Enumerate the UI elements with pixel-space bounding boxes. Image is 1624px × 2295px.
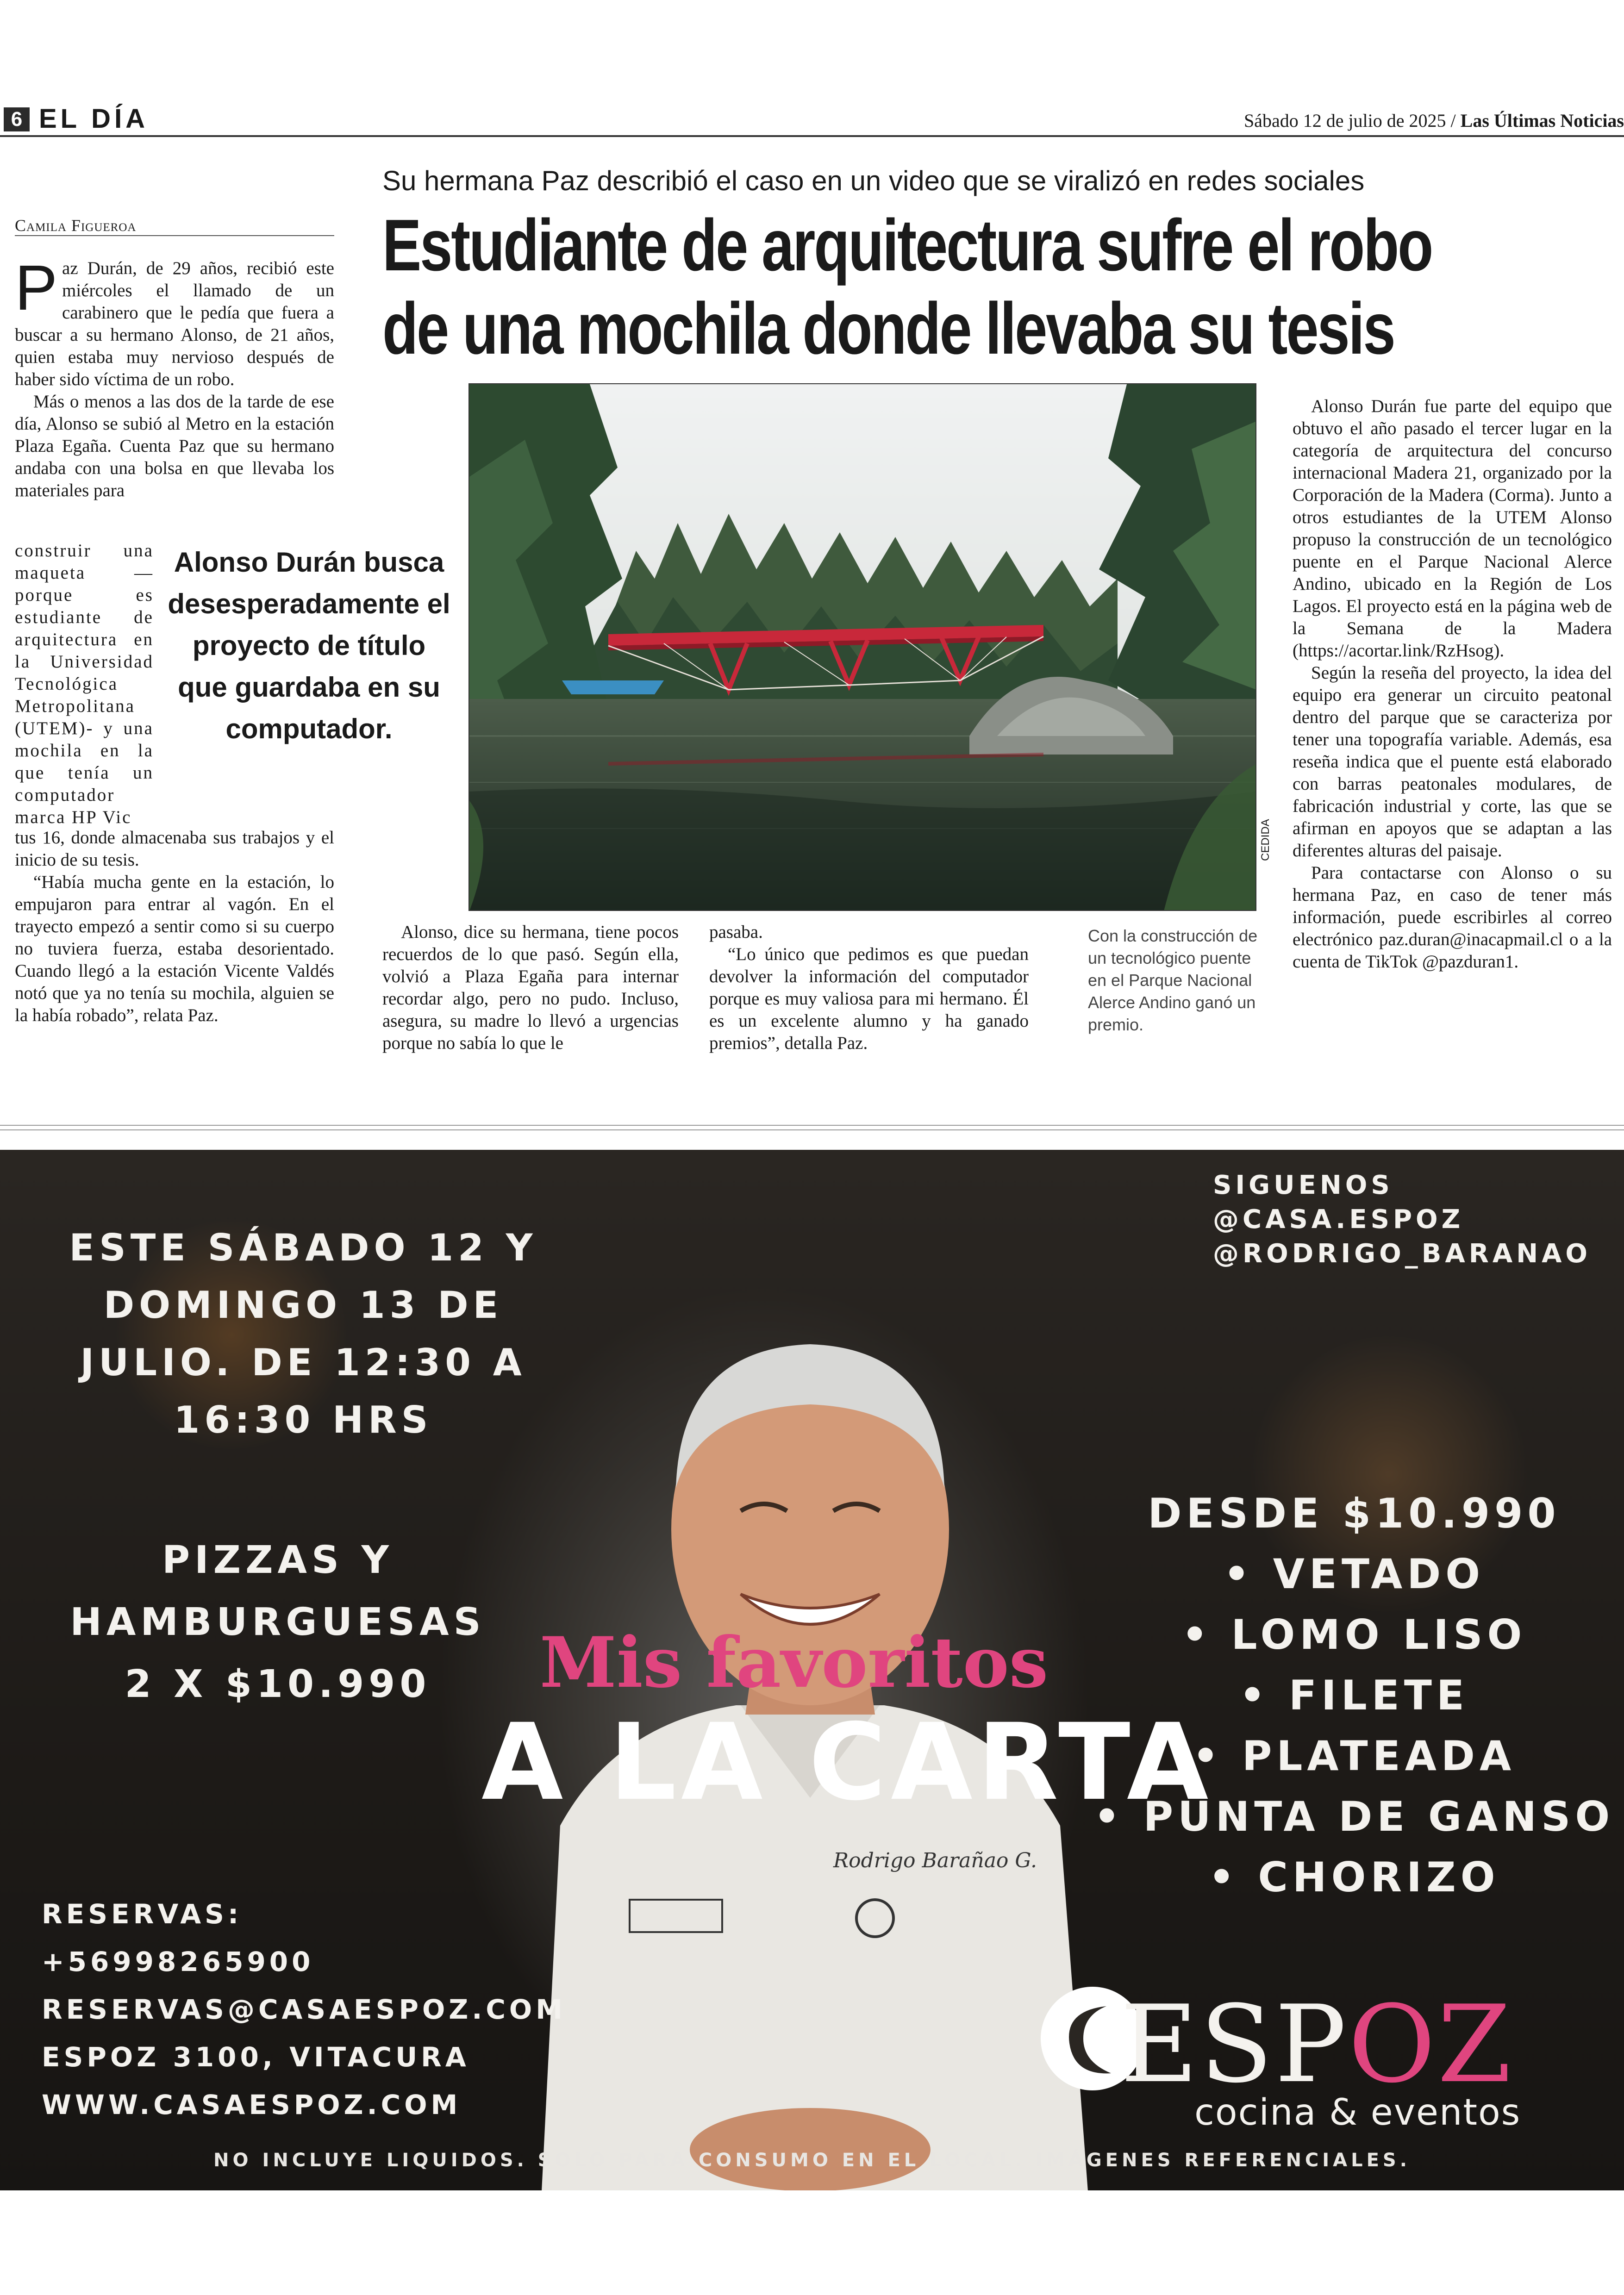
ad-price-line: • PUNTA DE GANSO: [1093, 1793, 1615, 1840]
brand-name-part: ESP: [1120, 1983, 1349, 2107]
article-column-1-bottom: [15, 827, 334, 1027]
ad-social: [1213, 1168, 1591, 1271]
ad-promo-line: HAMBURGUESAS: [70, 1600, 486, 1644]
section-title: EL DÍA: [39, 104, 149, 134]
paragraph: “Lo único que pedimos es que puedan devolver la información del computador porque es muy valiosa para mi hermano. Él es un excelente alumno y ha ganado premios”, detalla Paz.: [709, 944, 1029, 1053]
byline: Camila Figueroa: [15, 216, 137, 235]
ad-price-line: • FILETE: [1239, 1671, 1469, 1719]
separator-rule: [0, 1129, 1624, 1130]
ad-dates-line: 16:30 HRS: [174, 1398, 433, 1441]
photo-caption: Con la construcción de un tecnológico puente en el Parque Nacional Alerce Andino ganó un premio.: [1088, 926, 1258, 1034]
paragraph-text: az Durán, de 29 años, recibió este miércoles el llamado de un carabinero que le pedía que fuera a buscar a su hermano Alonso, de 21 años, quien estaba muy nervioso después de haber sido víctima de un robo.: [15, 258, 334, 389]
ad-contact: [42, 1890, 566, 2129]
ad-social-line: @RODRIGO_BARANAO: [1213, 1239, 1592, 1269]
ad-social-line: @CASA.ESPOZ: [1213, 1204, 1464, 1235]
dropcap: P: [15, 252, 58, 324]
chef-name: Rodrigo Barañao G.: [833, 1849, 1037, 1872]
paragraph: Para contactarse con Alonso o su hermana Paz, en caso de tener más información, puede escribirles al correo electrónico paz.duran@inacapmail.cl o a la cuenta de TikTok @pazduran1.: [1293, 863, 1612, 972]
ad-price-line: • LOMO LISO: [1181, 1611, 1527, 1659]
article-column-2: [382, 921, 679, 1054]
paragraph: construir una maqueta —porque es estudiante de arquitectura en la Universidad Tecnológica Metropolitana (UTEM)- y una mochila en la que tenía un computador marca HP Vic: [15, 541, 154, 827]
ad-promo-line: 2 X $10.990: [125, 1662, 431, 1706]
ad-title-main: A LA CARTA: [481, 1701, 1213, 1824]
ad-dates-line: ESTE SÁBADO 12 Y: [69, 1226, 537, 1269]
ad-contact-line: ESPOZ 3100, VITACURA: [42, 2041, 470, 2073]
paragraph: Más o menos a las dos de la tarde de ese día, Alonso se subió al Metro en la estación Plaza Egaña. Cuenta Paz que su hermano andaba con una bolsa en que llevaba los materiales para: [15, 392, 334, 500]
bridge-photo-illustration: [469, 384, 1256, 911]
kicker: Su hermana Paz describió el caso en un video que se viralizó en redes sociales: [382, 165, 1365, 196]
paragraph: [15, 252, 334, 391]
ad-price-line: DESDE $10.990: [1148, 1490, 1561, 1537]
ad-dates-line: JULIO. DE 12:30 A: [80, 1341, 526, 1384]
separator-rule: [0, 1125, 1624, 1126]
paragraph: tus 16, donde almacenaba sus trabajos y el inicio de su tesis.: [15, 828, 334, 870]
paragraph: Según la reseña del proyecto, la idea del equipo era generar un circuito peatonal dentro del parque que se caracteriza por tener una topografía variable. Además, esa reseña indica que el puente está elaborado con barras peatonales modulares, de fabricación industrial y corte, las que se afirman en apoyos que se adaptan a las diferentes alturas del paisaje.: [1293, 663, 1612, 861]
header-separator: /: [1450, 110, 1456, 131]
ad-fineprint: NO INCLUYE LIQUIDOS. SOLO PARA CONSUMO EN EL LOCAL. IMÁGENES REFERENCIALES.: [213, 2150, 1411, 2171]
ad-promo: [28, 1529, 528, 1715]
ad-price-line: • PLATEADA: [1192, 1732, 1516, 1780]
paragraph: “Había mucha gente en la estación, lo empujaron para entrar al vagón. En el trayecto empezó a sentir como si su cuerpo no tuviera fuerza, estaba desorientado. Cuando llegó a la estación Vicente Valdés notó que ya no tenía su mochila, alguien se la había robado”, relata Paz.: [15, 872, 334, 1025]
ad-promo-line: PIZZAS Y: [162, 1538, 394, 1582]
paragraph: pasaba.: [709, 922, 763, 942]
photo-credit: CEDIDA: [1259, 819, 1272, 861]
byline-rule: [15, 235, 334, 236]
ad-contact-line: RESERVAS@CASAESPOZ.COM: [42, 1994, 566, 2025]
article-column-4: [1293, 395, 1612, 973]
paragraph: Alonso, dice su hermana, tiene pocos recuerdos de lo que pasó. Según ella, volvió a Plaza Egaña para internar recordar algo, pero no pudo. Incluso, asegura, su madre lo llevó a urgencias porque no sabía lo que le: [382, 922, 679, 1053]
article-column-3: [709, 921, 1029, 1054]
page-number: 6: [4, 107, 30, 131]
ad-contact-line: WWW.CASAESPOZ.COM: [42, 2089, 462, 2120]
ad-title-script: Mis favoritos: [539, 1622, 1049, 1703]
article-photo: [468, 383, 1256, 911]
advertisement: [0, 1150, 1624, 2190]
headline-line-1: Estudiante de arquitectura sufre el robo: [382, 205, 1432, 286]
ad-social-line: SIGUENOS: [1213, 1170, 1393, 1200]
ad-dates-line: DOMINGO 13 DE: [103, 1284, 503, 1327]
headline-line-2: de una mochila donde llevaba su tesis: [382, 288, 1394, 369]
headline: [382, 204, 1623, 370]
header-date: Sábado 12 de julio de 2025: [1243, 110, 1446, 131]
paragraph: Alonso Durán fue parte del equipo que obtuvo el año pasado el tercer lugar en la categoría de arquitectura del concurso internacional Madera 21, organizado por la Corporación de la Madera (Corma). Junto a otros estudiantes de la UTEM Alonso propuso la construcción de un tecnológico puente en el Parque Nacional Alerce Andino, ubicado en la Región de Los Lagos. El proyecto está en la página web de la Semana de la Madera (https://acortar.link/RzHsog).: [1293, 396, 1612, 661]
ad-dates: [60, 1219, 546, 1449]
header-rule: [0, 135, 1624, 137]
brand-name: [1120, 1983, 1513, 2107]
ad-price-line: • VETADO: [1223, 1550, 1485, 1598]
ad-price-line: • CHORIZO: [1208, 1853, 1500, 1901]
ad-price-list: [1093, 1483, 1616, 1908]
article-column-1-top: [15, 252, 334, 502]
newspaper-name: Las Últimas Noticias: [1460, 110, 1624, 131]
header-date-line: [1244, 109, 1624, 132]
pull-quote: Alonso Durán busca desesperadamente el proyecto de título que guardaba en su computador.: [168, 547, 450, 744]
brand-name-accent: OZ: [1348, 1983, 1513, 2107]
brand-tagline: cocina & eventos: [1194, 2092, 1521, 2133]
article-column-1-narrow: [15, 540, 154, 829]
ad-contact-line: RESERVAS:: [42, 1898, 243, 1930]
ad-contact-line: +56998265900: [42, 1946, 314, 1977]
